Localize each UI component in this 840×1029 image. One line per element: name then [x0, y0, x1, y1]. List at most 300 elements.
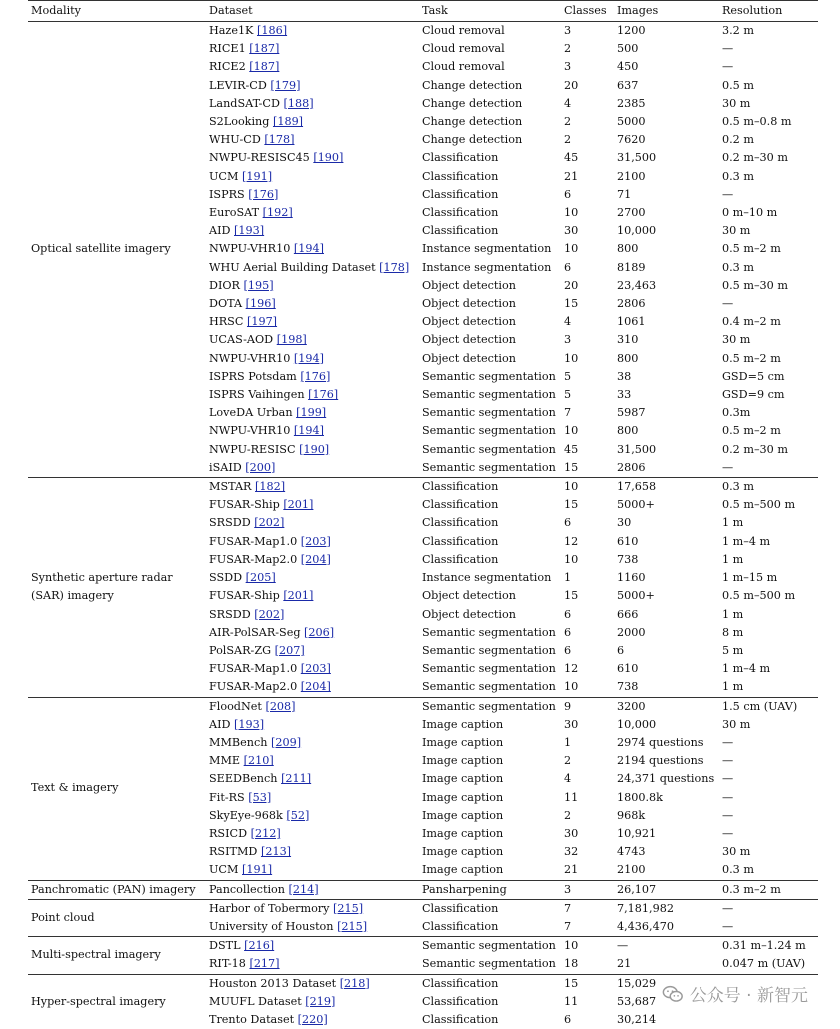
resolution-cell: 30 m: [722, 333, 751, 347]
dataset-name: HRSC: [209, 315, 244, 329]
dataset-cell: [206, 295, 419, 313]
classes-cell: 10: [564, 680, 579, 694]
images-cell: 21: [617, 957, 632, 971]
watermark-text: 公众号 · 新智元: [689, 986, 808, 1006]
dataset-name: SRSDD: [209, 516, 251, 530]
images-cell: 2806: [617, 460, 646, 474]
citation-link[interactable]: [205]: [245, 571, 276, 585]
images-cell: 30: [617, 516, 632, 530]
dataset-cell: [206, 606, 419, 624]
header-modality: Modality: [28, 1, 206, 22]
citation-link[interactable]: [188]: [283, 96, 314, 110]
dataset-name: Pancollection: [209, 882, 285, 896]
citation-link[interactable]: [210]: [243, 754, 274, 768]
dataset-name: S2Looking: [209, 115, 270, 129]
classes-cell: 4: [564, 772, 572, 786]
classes-cell: 6: [564, 607, 572, 621]
task-cell: Image caption: [422, 808, 504, 822]
task-cell: Object detection: [422, 589, 516, 603]
dataset-name: SkyEye-968k: [209, 808, 283, 822]
watermark: [658, 979, 812, 1008]
classes-cell: 2: [564, 42, 572, 56]
dataset-name: FUSAR-Map2.0: [209, 552, 298, 566]
classes-cell: 2: [564, 754, 572, 768]
classes-cell: 1: [564, 735, 572, 749]
task-cell: Classification: [422, 994, 499, 1008]
table-row: [28, 880, 818, 899]
images-cell: 1200: [617, 24, 646, 37]
citation-link[interactable]: [206]: [304, 625, 335, 639]
classes-cell: 15: [564, 589, 579, 603]
task-cell: Pansharpening: [422, 882, 507, 896]
table-header: [28, 1, 818, 22]
images-cell: 15,029: [617, 976, 657, 990]
citation-link[interactable]: [213]: [260, 845, 292, 859]
images-cell: 31,500: [617, 442, 657, 456]
classes-cell: 30: [564, 224, 579, 238]
classes-cell: 10: [564, 939, 579, 953]
dataset-cell: [206, 861, 419, 880]
classes-cell: 2: [564, 115, 572, 129]
images-cell: 637: [617, 78, 639, 92]
citation-link[interactable]: [187]: [249, 60, 280, 74]
task-cell: Change detection: [422, 133, 523, 147]
resolution-cell: 1 m: [722, 680, 744, 694]
citation-link[interactable]: [219]: [305, 994, 336, 1008]
dataset-cell: [206, 259, 419, 277]
dataset-name: NWPU-VHR10: [209, 242, 291, 256]
images-cell: 30,214: [617, 1012, 657, 1026]
classes-cell: 3: [564, 60, 572, 74]
table-row: [28, 697, 818, 716]
citation-link[interactable]: [191]: [242, 169, 273, 183]
classes-cell: 6: [564, 187, 572, 201]
dataset-name: DSTL: [209, 939, 241, 953]
citation-link[interactable]: [208]: [265, 699, 296, 713]
citation-link[interactable]: [212]: [250, 826, 281, 840]
dataset-name: Trento Dataset: [209, 1012, 295, 1026]
resolution-cell: —: [722, 808, 734, 822]
images-cell: 4743: [617, 845, 646, 859]
dataset-cell: [206, 937, 419, 956]
dataset-cell: [206, 459, 419, 478]
classes-cell: 6: [564, 516, 572, 530]
resolution-cell: —: [722, 187, 734, 201]
classes-cell: 5: [564, 388, 572, 402]
classes-cell: 45: [564, 151, 579, 165]
dataset-cell: [206, 660, 419, 678]
resolution-cell: 5 m: [722, 643, 744, 657]
dataset-name: AID: [209, 224, 231, 238]
modality-cell: Synthetic aperture radar (SAR) imagery: [31, 571, 173, 603]
task-cell: Object detection: [422, 351, 516, 365]
dataset-cell: [206, 716, 419, 734]
images-cell: 2385: [617, 96, 646, 110]
classes-cell: 10: [564, 480, 579, 494]
citation-link[interactable]: [202]: [254, 607, 285, 621]
dataset-cell: [206, 533, 419, 551]
citation-link[interactable]: [204]: [300, 552, 331, 566]
classes-cell: 7: [564, 901, 572, 915]
task-cell: Object detection: [422, 315, 516, 329]
resolution-cell: 1 m: [722, 552, 744, 566]
dataset-cell: [206, 843, 419, 861]
classes-cell: 10: [564, 242, 579, 256]
classes-cell: 18: [564, 957, 579, 971]
dataset-cell: [206, 1011, 419, 1029]
images-cell: 2974 questions: [617, 735, 704, 749]
dataset-name: FUSAR-Ship: [209, 498, 280, 512]
dataset-cell: [206, 240, 419, 258]
resolution-cell: 0.3 m: [722, 863, 754, 877]
citation-link[interactable]: [190]: [313, 151, 344, 165]
resolution-cell: 0.5 m–500 m: [722, 589, 796, 603]
dataset-name: AID: [209, 717, 231, 731]
images-cell: 2700: [617, 206, 646, 220]
modality-group: [28, 22, 818, 478]
task-cell: Object detection: [422, 297, 516, 311]
classes-cell: 3: [564, 333, 572, 347]
resolution-cell: 30 m: [722, 717, 751, 731]
task-cell: Object detection: [422, 278, 516, 292]
resolution-cell: 0.5 m–2 m: [722, 242, 781, 256]
resolution-cell: GSD=5 cm: [722, 369, 785, 383]
images-cell: 17,658: [617, 480, 657, 494]
images-cell: 5987: [617, 406, 646, 420]
dataset-cell: [206, 569, 419, 587]
citation-link[interactable]: [189]: [272, 115, 304, 129]
task-cell: Classification: [422, 169, 499, 183]
images-cell: 5000+: [617, 498, 655, 512]
images-cell: 310: [617, 333, 639, 347]
images-cell: 7,181,982: [617, 901, 674, 915]
citation-link[interactable]: [193]: [234, 224, 265, 238]
dataset-name: WHU Aerial Building Dataset: [209, 260, 376, 274]
dataset-cell: [206, 624, 419, 642]
citation-link[interactable]: [193]: [234, 717, 265, 731]
images-cell: 800: [617, 424, 639, 438]
task-cell: Object detection: [422, 333, 516, 347]
images-cell: 71: [617, 187, 632, 201]
resolution-cell: 0.047 m (UAV): [722, 957, 806, 971]
dataset-name: RICE2: [209, 60, 246, 74]
dataset-name: NWPU-RESISC45: [209, 151, 310, 165]
dataset-cell: [206, 277, 419, 295]
dataset-cell: [206, 678, 419, 697]
dataset-table: [28, 0, 818, 1029]
dataset-name: LandSAT-CD: [209, 96, 280, 110]
citation-link[interactable]: [176]: [248, 187, 279, 201]
modality-group: [28, 899, 818, 936]
dataset-cell: [206, 734, 419, 752]
dataset-name: RSICD: [209, 826, 248, 840]
images-cell: 23,463: [617, 278, 657, 292]
resolution-cell: 0.3 m–2 m: [722, 882, 781, 896]
classes-cell: 6: [564, 625, 572, 639]
dataset-name: FUSAR-Map1.0: [209, 534, 298, 548]
dataset-name: ISPRS Potsdam: [209, 369, 297, 383]
dataset-cell: [206, 642, 419, 660]
task-cell: Classification: [422, 919, 499, 933]
citation-link[interactable]: [203]: [300, 534, 331, 548]
dataset-name: MSTAR: [209, 480, 252, 494]
citation-link[interactable]: [194]: [293, 424, 324, 438]
dataset-name: FUSAR-Map1.0: [209, 662, 298, 676]
citation-link[interactable]: [211]: [281, 772, 312, 786]
header-resolution: Resolution: [719, 1, 818, 22]
classes-cell: 21: [564, 169, 579, 183]
resolution-cell: 1.5 cm (UAV): [722, 699, 798, 713]
dataset-cell: [206, 113, 419, 131]
citation-link[interactable]: [194]: [293, 242, 324, 256]
dataset-name: NWPU-VHR10: [209, 424, 291, 438]
citation-link[interactable]: [182]: [255, 480, 286, 494]
dataset-name: DIOR: [209, 278, 240, 292]
dataset-cell: [206, 974, 419, 993]
dataset-name: Haze1K: [209, 24, 254, 37]
images-cell: 31,500: [617, 151, 657, 165]
dataset-name: SEEDBench: [209, 772, 278, 786]
dataset-cell: [206, 551, 419, 569]
task-cell: Instance segmentation: [422, 260, 552, 274]
citation-link[interactable]: [179]: [270, 78, 301, 92]
dataset-cell: [206, 955, 419, 974]
dataset-name: MUUFL Dataset: [209, 994, 302, 1008]
classes-cell: 15: [564, 498, 579, 512]
resolution-cell: 0.4 m–2 m: [722, 315, 781, 329]
dataset-cell: [206, 186, 419, 204]
citation-link[interactable]: [220]: [297, 1012, 328, 1026]
task-cell: Semantic segmentation: [422, 388, 556, 402]
resolution-cell: [719, 1011, 818, 1029]
citation-link[interactable]: [201]: [283, 498, 314, 512]
task-cell: Semantic segmentation: [422, 680, 556, 694]
resolution-cell: 0.5 m–0.8 m: [722, 115, 792, 129]
citation-link[interactable]: [191]: [242, 863, 273, 877]
citation-link[interactable]: [197]: [246, 315, 278, 329]
modality-group: [28, 697, 818, 880]
dataset-cell: [206, 404, 419, 422]
images-cell: 610: [617, 534, 639, 548]
images-cell: 38: [617, 369, 632, 383]
dataset-name: MME: [209, 754, 241, 768]
citation-link[interactable]: [195]: [243, 278, 274, 292]
resolution-cell: 30 m: [722, 224, 751, 238]
header-classes: Classes: [561, 1, 614, 22]
resolution-cell: 0.2 m–30 m: [722, 151, 788, 165]
classes-cell: 3: [564, 24, 572, 37]
dataset-cell: [206, 368, 419, 386]
task-cell: Semantic segmentation: [422, 442, 556, 456]
classes-cell: 21: [564, 863, 579, 877]
task-cell: Classification: [422, 534, 499, 548]
task-cell: Semantic segmentation: [422, 369, 556, 383]
resolution-cell: 0.31 m–1.24 m: [722, 939, 806, 953]
citation-link[interactable]: [201]: [283, 589, 314, 603]
dataset-name: University of Houston: [209, 919, 334, 933]
task-cell: Classification: [422, 224, 499, 238]
citation-link[interactable]: [187]: [249, 42, 280, 56]
classes-cell: 10: [564, 206, 579, 220]
images-cell: 968k: [617, 808, 646, 822]
classes-cell: 20: [564, 278, 579, 292]
citation-link[interactable]: [190]: [299, 442, 330, 456]
images-cell: 800: [617, 242, 639, 256]
classes-cell: 12: [564, 534, 579, 548]
resolution-cell: GSD=9 cm: [722, 388, 785, 402]
classes-cell: 7: [564, 919, 572, 933]
resolution-cell: 0.3 m: [722, 260, 754, 274]
dataset-name: Fit-RS: [209, 790, 245, 804]
citation-link[interactable]: [217]: [249, 957, 280, 971]
dataset-cell: [206, 880, 419, 899]
header-dataset: Dataset: [206, 1, 419, 22]
resolution-cell: —: [722, 42, 734, 56]
classes-cell: 15: [564, 976, 579, 990]
resolution-cell: 1 m–4 m: [722, 662, 771, 676]
task-cell: Image caption: [422, 772, 504, 786]
resolution-cell: —: [722, 735, 734, 749]
dataset-cell: [206, 386, 419, 404]
classes-cell: 10: [564, 552, 579, 566]
citation-link[interactable]: [216]: [244, 939, 275, 953]
images-cell: 8189: [617, 260, 646, 274]
classes-cell: 6: [564, 1012, 572, 1026]
dataset-cell: [206, 40, 419, 58]
citation-link[interactable]: [209]: [271, 735, 302, 749]
citation-link[interactable]: [178]: [264, 133, 295, 147]
task-cell: Classification: [422, 552, 499, 566]
citation-link[interactable]: [214]: [288, 882, 319, 896]
classes-cell: 2: [564, 133, 572, 147]
classes-cell: 4: [564, 315, 572, 329]
resolution-cell: 0.2 m: [722, 133, 754, 147]
dataset-name: RSITMD: [209, 845, 258, 859]
resolution-cell: 0.2 m–30 m: [722, 442, 788, 456]
task-cell: Semantic segmentation: [422, 625, 556, 639]
header-task: Task: [419, 1, 561, 22]
task-cell: Classification: [422, 187, 499, 201]
citation-link[interactable]: [202]: [254, 516, 285, 530]
task-cell: Image caption: [422, 735, 504, 749]
dataset-cell: [206, 587, 419, 605]
dataset-name: iSAID: [209, 460, 242, 474]
citation-link[interactable]: [204]: [300, 680, 331, 694]
dataset-cell: [206, 149, 419, 167]
images-cell: 10,921: [617, 826, 657, 840]
citation-link[interactable]: [207]: [274, 643, 305, 657]
task-cell: Semantic segmentation: [422, 957, 556, 971]
images-cell: 1160: [617, 571, 646, 585]
citation-link[interactable]: [176]: [308, 388, 339, 402]
images-cell: 2100: [617, 863, 646, 877]
modality-cell: Optical satellite imagery: [31, 242, 171, 256]
citation-link[interactable]: [194]: [293, 351, 324, 365]
dataset-name: LoveDA Urban: [209, 406, 293, 420]
task-cell: Object detection: [422, 607, 516, 621]
classes-cell: 5: [564, 369, 572, 383]
citation-link[interactable]: [178]: [379, 260, 410, 274]
dataset-cell: [206, 789, 419, 807]
task-cell: Classification: [422, 901, 499, 915]
task-cell: Classification: [422, 976, 499, 990]
classes-cell: 3: [564, 882, 572, 896]
resolution-cell: —: [722, 60, 734, 74]
task-cell: Semantic segmentation: [422, 460, 556, 474]
table-row: [28, 937, 818, 956]
resolution-cell: 0.5 m–2 m: [722, 424, 781, 438]
modality-group: [28, 937, 818, 974]
citation-link[interactable]: [186]: [256, 24, 288, 37]
citation-link[interactable]: [215]: [337, 919, 368, 933]
task-cell: Image caption: [422, 717, 504, 731]
resolution-cell: 0.5 m–500 m: [722, 498, 796, 512]
resolution-cell: —: [722, 901, 734, 915]
modality-cell: Hyper-spectral imagery: [31, 994, 166, 1008]
images-cell: 1800.8k: [617, 790, 663, 804]
dataset-cell: [206, 131, 419, 149]
citation-link[interactable]: [215]: [333, 901, 364, 915]
task-cell: Instance segmentation: [422, 242, 552, 256]
dataset-name: EuroSAT: [209, 206, 260, 220]
resolution-cell: 0.5 m–30 m: [722, 278, 788, 292]
dataset-cell: [206, 478, 419, 497]
dataset-cell: [206, 77, 419, 95]
citation-link[interactable]: [198]: [276, 333, 307, 347]
classes-cell: 15: [564, 297, 579, 311]
resolution-cell: 0.5 m: [722, 78, 754, 92]
task-cell: Image caption: [422, 863, 504, 877]
dataset-cell: [206, 899, 419, 918]
images-cell: 738: [617, 680, 639, 694]
modality-cell: Panchromatic (PAN) imagery: [31, 882, 196, 896]
task-cell: Classification: [422, 151, 499, 165]
citation-link[interactable]: [192]: [262, 206, 293, 220]
citation-link[interactable]: [218]: [339, 976, 370, 990]
dataset-cell: [206, 807, 419, 825]
dataset-name: SSDD: [209, 571, 243, 585]
citation-link[interactable]: [200]: [245, 460, 276, 474]
dataset-cell: [206, 22, 419, 41]
citation-link[interactable]: [52]: [286, 808, 310, 822]
dataset-name: UCM: [209, 863, 239, 877]
modality-cell: Text & imagery: [31, 781, 119, 795]
task-cell: Change detection: [422, 96, 523, 110]
dataset-cell: [206, 350, 419, 368]
classes-cell: 32: [564, 845, 579, 859]
images-cell: 33: [617, 388, 632, 402]
wechat-icon: [662, 983, 684, 1005]
citation-link[interactable]: [203]: [300, 662, 331, 676]
dataset-cell: [206, 313, 419, 331]
task-cell: Cloud removal: [422, 42, 505, 56]
classes-cell: 1: [564, 571, 572, 585]
citation-link[interactable]: [199]: [296, 406, 327, 420]
citation-link[interactable]: [196]: [245, 297, 276, 311]
task-cell: Cloud removal: [422, 60, 505, 74]
dataset-cell: [206, 993, 419, 1011]
citation-link[interactable]: [53]: [248, 790, 272, 804]
task-cell: Classification: [422, 480, 499, 494]
resolution-cell: 30 m: [722, 96, 751, 110]
images-cell: 610: [617, 662, 639, 676]
resolution-cell: —: [722, 790, 734, 804]
dataset-cell: [206, 918, 419, 937]
citation-link[interactable]: [176]: [300, 369, 331, 383]
images-cell: 7620: [617, 133, 646, 147]
images-cell: 3200: [617, 699, 646, 713]
dataset-name: RIT-18: [209, 957, 246, 971]
